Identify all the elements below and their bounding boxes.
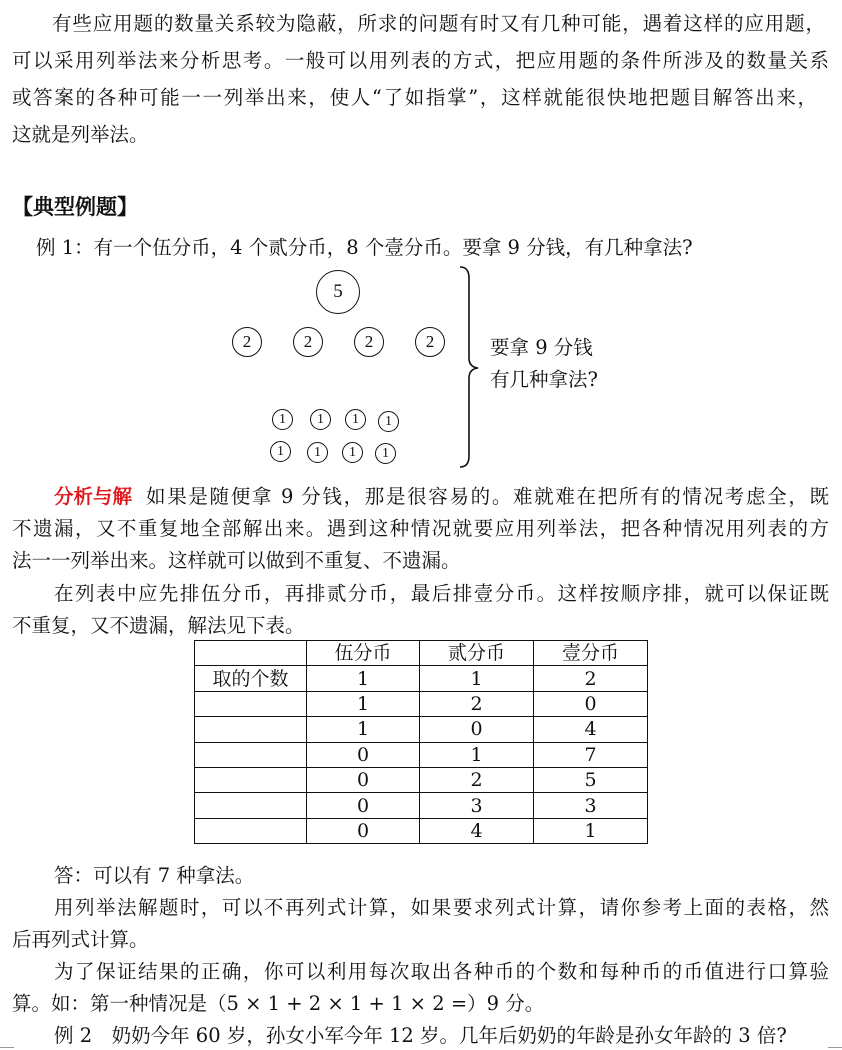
analysis-line-2: 不遗漏，又不重复地全部解出来。遇到这种情况就要应用列举法，把各种情况用列表的方 (12, 517, 829, 540)
table-cell (195, 767, 307, 792)
table-row (195, 717, 648, 742)
table-cell: 1 (420, 666, 534, 691)
one-fen-coin: 1 (378, 411, 399, 432)
table-cell: 0 (307, 742, 420, 767)
example2-question: 例 2 奶奶今年 60 岁，孙女小军今年 12 岁。几年后奶奶的年龄是孙女年龄的 3 倍? (54, 1024, 787, 1047)
note-line-1: 用列举法解题时，可以不再列式计算，如果要求列式计算，请你参考上面的表格，然 (54, 896, 829, 919)
answer-line: 答：可以有 7 种拿法。 (54, 864, 255, 887)
solution-table (194, 640, 648, 844)
table-header-empty (195, 641, 307, 666)
table-cell (195, 818, 307, 843)
section-heading: 【典型例题】 (12, 195, 138, 219)
two-fen-coin: 2 (354, 327, 384, 357)
one-fen-coin: 1 (375, 443, 396, 464)
analysis-line-5: 不重复，又不遗漏，解法见下表。 (12, 614, 305, 637)
table-cell: 5 (534, 767, 648, 792)
one-fen-coin: 1 (310, 409, 331, 430)
right-brace (456, 264, 486, 470)
brace-text-line-1: 要拿 9 分钱 (490, 336, 593, 359)
one-fen-coin: 1 (342, 442, 363, 463)
table-cell: 0 (307, 818, 420, 843)
table-cell (195, 691, 307, 716)
table-row (195, 767, 648, 792)
table-cell (195, 717, 307, 742)
table-header: 伍分币 (307, 641, 420, 666)
table-header-row (195, 641, 648, 666)
one-fen-coin: 1 (345, 409, 366, 430)
analysis-first-line (54, 483, 829, 511)
two-fen-coin: 2 (293, 327, 323, 357)
page-edge-mark-left (0, 1047, 14, 1048)
note-line-3: 为了保证结果的正确，你可以利用每次取出各种币的个数和每种币的币值进行口算验 (54, 960, 829, 983)
table-row (195, 666, 648, 691)
note-line-2: 后再列式计算。 (12, 928, 149, 951)
five-fen-coin: 5 (316, 270, 360, 314)
analysis-label: 分析与解 (54, 485, 133, 508)
table-cell: 0 (534, 691, 648, 716)
brace-text-line-2: 有几种拿法? (490, 368, 598, 391)
table-row (195, 742, 648, 767)
table-cell: 2 (420, 767, 534, 792)
page-edge-mark-right (828, 1047, 842, 1048)
table-row (195, 818, 648, 843)
table-row (195, 691, 648, 716)
intro-line-1: 有些应用题的数量关系较为隐蔽，所求的问题有时又有几种可能，遇着这样的应用题， (52, 12, 825, 35)
table-cell: 0 (420, 717, 534, 742)
two-fen-coin: 2 (415, 327, 445, 357)
one-fen-coin: 1 (270, 441, 291, 462)
table-cell: 0 (307, 793, 420, 818)
table-cell: 1 (534, 818, 648, 843)
table-cell: 1 (307, 666, 420, 691)
intro-line-4: 这就是列举法。 (12, 123, 149, 146)
analysis-line-3: 法一一列举出来。这样就可以做到不重复、不遗漏。 (12, 549, 461, 572)
table-cell: 4 (420, 818, 534, 843)
table-cell: 2 (534, 666, 648, 691)
note-line-4: 算。如：第一种情况是（5 × 1 + 2 × 1 + 1 × 2 =）9 分。 (12, 992, 545, 1015)
table-cell (195, 742, 307, 767)
example1-question: 例 1：有一个伍分币，4 个贰分币，8 个壹分币。要拿 9 分钱，有几种拿法? (36, 236, 693, 259)
two-fen-coin: 2 (232, 327, 262, 357)
analysis-line-4: 在列表中应先排伍分币，再排贰分币，最后排壹分币。这样按顺序排，就可以保证既 (54, 582, 829, 605)
table-cell: 1 (307, 691, 420, 716)
intro-line-3: 或答案的各种可能一一列举出来，使人“了如指掌”，这样就能很快地把题目解答出来， (12, 86, 817, 109)
table-cell (195, 793, 307, 818)
table-cell: 0 (307, 767, 420, 792)
intro-line-2: 可以采用列举法来分析思考。一般可以用列表的方式，把应用题的条件所涉及的数量关系 (12, 49, 829, 72)
table-cell: 4 (534, 717, 648, 742)
row-label: 取的个数 (195, 666, 307, 691)
table-cell: 3 (534, 793, 648, 818)
analysis-text: 如果是随便拿 9 分钱，那是很容易的。难就难在把所有的情况考虑全，既 (146, 485, 829, 508)
table-header: 贰分币 (420, 641, 534, 666)
table-cell: 7 (534, 742, 648, 767)
table-cell: 2 (420, 691, 534, 716)
table-cell: 3 (420, 793, 534, 818)
one-fen-coin: 1 (307, 442, 328, 463)
table-cell: 1 (420, 742, 534, 767)
table-row (195, 793, 648, 818)
one-fen-coin: 1 (272, 409, 293, 430)
table-cell: 1 (307, 717, 420, 742)
table-header: 壹分币 (534, 641, 648, 666)
